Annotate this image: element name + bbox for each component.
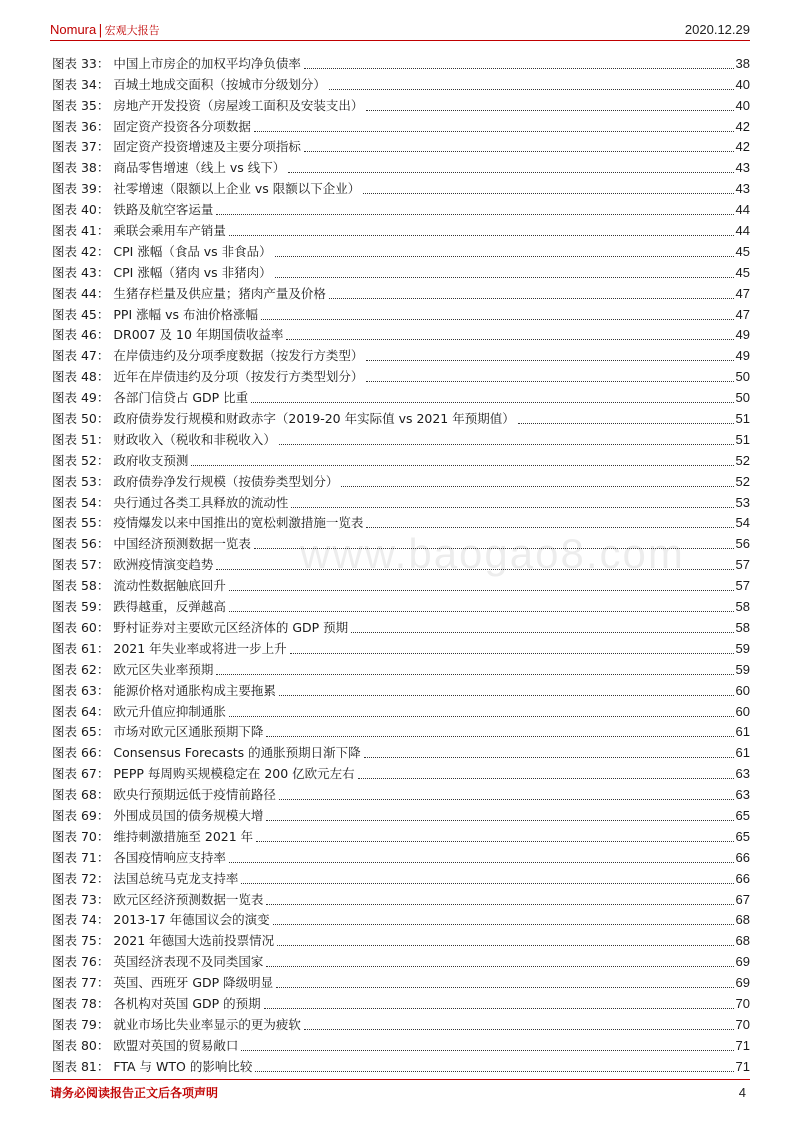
dot-leader: [241, 883, 733, 884]
figure-title: CPI 涨幅（食品 vs 非食品）: [113, 243, 272, 259]
figure-title: 欧盟对英国的贸易敞口: [113, 1037, 239, 1053]
page-ref: 70: [735, 1016, 750, 1032]
page-ref: 57: [735, 557, 750, 573]
dot-leader: [256, 841, 733, 842]
page-ref: 71: [735, 1037, 750, 1053]
figure-title: 2021 年德国大选前投票情况: [113, 933, 275, 949]
figure-label: 图表 66：: [52, 745, 110, 761]
figure-title: 政府债券发行规模和财政赤字（2019-20 年实际值 vs 2021 年预期值）: [113, 411, 515, 427]
toc-entry[interactable]: [52, 260, 750, 281]
figure-title: 百城土地成交面积（按城市分级划分）: [113, 76, 326, 92]
page-ref: 47: [735, 306, 750, 322]
page-header: [50, 20, 750, 41]
dot-leader: [229, 235, 734, 236]
figure-label: 图表 65：: [52, 724, 110, 740]
dot-leader: [216, 214, 733, 215]
figure-label: 图表 67：: [52, 766, 110, 782]
figure-label: 图表 36：: [52, 118, 110, 134]
figure-title: 2021 年失业率或将进一步上升: [113, 640, 287, 656]
toc-entry[interactable]: [52, 448, 750, 469]
watermark: www.baogao8.com: [300, 530, 685, 577]
figure-label: 图表 58：: [52, 578, 110, 594]
toc-entry[interactable]: [52, 887, 750, 908]
figure-label: 图表 80：: [52, 1037, 110, 1053]
figure-label: 图表 38：: [52, 160, 110, 176]
figure-title: 政府收支预测: [113, 452, 189, 468]
figure-label: 图表 41：: [52, 223, 110, 239]
toc-entry[interactable]: [52, 406, 750, 427]
page-ref: 54: [735, 515, 750, 531]
figure-label: 图表 45：: [52, 306, 110, 322]
toc-entry[interactable]: [52, 845, 750, 866]
figure-label: 图表 33：: [52, 55, 110, 71]
page-ref: 42: [735, 118, 750, 134]
dot-leader: [266, 966, 733, 967]
figure-label: 图表 60：: [52, 619, 110, 635]
dot-leader: [290, 653, 734, 654]
toc-entry[interactable]: [52, 699, 750, 720]
page-ref: 58: [735, 599, 750, 615]
figure-title: 央行通过各类工具释放的流动性: [113, 494, 289, 510]
page-ref: 45: [735, 264, 750, 280]
dot-leader: [351, 632, 733, 633]
page-ref: 52: [735, 452, 750, 468]
page-ref: 68: [735, 933, 750, 949]
figure-label: 图表 81：: [52, 1058, 110, 1074]
figure-label: 图表 50：: [52, 411, 110, 427]
toc-entry[interactable]: [52, 636, 750, 657]
figure-title: CPI 涨幅（猪肉 vs 非猪肉）: [113, 264, 272, 280]
figure-title: 固定资产投资各分项数据: [113, 118, 251, 134]
dot-leader: [279, 799, 734, 800]
figure-label: 图表 42：: [52, 243, 110, 259]
page-ref: 43: [735, 160, 750, 176]
toc-entry[interactable]: [52, 782, 750, 803]
figure-title: 各部门信贷占 GDP 比重: [113, 390, 249, 406]
page-ref: 70: [735, 995, 750, 1011]
dot-leader: [279, 695, 734, 696]
dot-leader: [329, 89, 734, 90]
figure-title: 法国总统马克龙支持率: [113, 870, 239, 886]
page-ref: 60: [735, 682, 750, 698]
toc-entry[interactable]: [52, 197, 750, 218]
figure-label: 图表 62：: [52, 661, 110, 677]
dot-leader: [229, 862, 734, 863]
page-ref: 43: [735, 181, 750, 197]
toc-entry[interactable]: [52, 364, 750, 385]
dot-leader: [251, 402, 733, 403]
dot-leader: [275, 256, 734, 257]
dot-leader: [229, 590, 734, 591]
toc-entry[interactable]: [52, 281, 750, 302]
page-ref: 68: [735, 912, 750, 928]
figure-label: 图表 74：: [52, 912, 110, 928]
toc-entry[interactable]: [52, 385, 750, 406]
toc-entry[interactable]: [52, 218, 750, 239]
page-footer: [50, 1079, 750, 1101]
dot-leader: [191, 465, 733, 466]
page-ref: 59: [735, 640, 750, 656]
report-type: 宏观大报告: [104, 24, 160, 37]
dot-leader: [291, 507, 733, 508]
figure-title: PEPP 每周购买规模稳定在 200 亿欧元左右: [113, 766, 355, 782]
page-ref: 44: [735, 223, 750, 239]
dot-leader: [264, 1008, 734, 1009]
page-ref: 50: [735, 390, 750, 406]
figure-label: 图表 71：: [52, 849, 110, 865]
page-number: 4: [738, 1085, 746, 1100]
figure-title: 欧元区经济预测数据一览表: [113, 891, 264, 907]
figure-title: FTA 与 WTO 的影响比较: [113, 1058, 253, 1074]
figure-label: 图表 35：: [52, 97, 110, 113]
figure-title: Consensus Forecasts 的通胀预期日渐下降: [113, 745, 361, 761]
toc-entry[interactable]: [52, 824, 750, 845]
dot-leader: [229, 611, 734, 612]
toc-entry[interactable]: [52, 803, 750, 824]
figure-label: 图表 76：: [52, 954, 110, 970]
figure-label: 图表 57：: [52, 557, 110, 573]
figure-label: 图表 37：: [52, 139, 110, 155]
dot-leader: [304, 1029, 734, 1030]
figure-label: 图表 53：: [52, 473, 110, 489]
figure-title: 欧洲疫情演变趋势: [113, 557, 214, 573]
toc-entry[interactable]: [52, 1033, 750, 1054]
figure-label: 图表 69：: [52, 807, 110, 823]
figure-label: 图表 55：: [52, 515, 110, 531]
toc-entry[interactable]: [52, 51, 750, 72]
dot-leader: [366, 360, 733, 361]
figure-label: 图表 77：: [52, 975, 110, 991]
figure-label: 图表 40：: [52, 202, 110, 218]
dot-leader: [266, 736, 733, 737]
toc-entry[interactable]: [52, 908, 750, 929]
figure-label: 图表 75：: [52, 933, 110, 949]
dot-leader: [518, 423, 734, 424]
toc-entry[interactable]: [52, 949, 750, 970]
figure-label: 图表 43：: [52, 264, 110, 280]
figure-title: 房地产开发投资（房屋竣工面积及安装支出）: [113, 97, 364, 113]
toc-entry[interactable]: [52, 302, 750, 323]
dot-leader: [366, 381, 733, 382]
page-ref: 38: [735, 55, 750, 71]
figure-title: 跌得越重，反弹越高: [113, 599, 226, 615]
figure-title: 英国、西班牙 GDP 降级明显: [113, 975, 274, 991]
dot-leader: [329, 298, 734, 299]
figure-label: 图表 52：: [52, 452, 110, 468]
brand: [50, 21, 160, 40]
figure-label: 图表 78：: [52, 995, 110, 1011]
toc-entry[interactable]: [52, 615, 750, 636]
figure-label: 图表 48：: [52, 369, 110, 385]
page-ref: 47: [735, 285, 750, 301]
dot-leader: [216, 674, 733, 675]
figure-title: 维持刺激措施至 2021 年: [113, 828, 254, 844]
figure-title: 社零增速（限额以上企业 vs 限额以下企业）: [113, 181, 361, 197]
page-ref: 49: [735, 348, 750, 364]
figure-title: 英国经济表现不及同类国家: [113, 954, 264, 970]
toc-entry[interactable]: [52, 1012, 750, 1033]
dot-leader: [358, 778, 734, 779]
dot-leader: [276, 987, 733, 988]
toc-entry[interactable]: [52, 155, 750, 176]
figure-title: 商品零售增速（线上 vs 线下）: [113, 160, 286, 176]
dot-leader: [304, 68, 734, 69]
page-ref: 49: [735, 327, 750, 343]
figure-title: 欧元升值应抑制通胀: [113, 703, 226, 719]
figure-title: 野村证券对主要欧元区经济体的 GDP 预期: [113, 619, 349, 635]
dot-leader: [304, 151, 734, 152]
figure-title: 外围成员国的债务规模大增: [113, 807, 264, 823]
dot-leader: [277, 945, 733, 946]
toc-entry[interactable]: [52, 343, 750, 364]
figure-label: 图表 34：: [52, 76, 110, 92]
dot-leader: [255, 1071, 733, 1072]
figure-label: 图表 59：: [52, 599, 110, 615]
figure-title: 市场对欧元区通胀预期下降: [113, 724, 264, 740]
toc-entry[interactable]: [52, 469, 750, 490]
toc-entry[interactable]: [52, 490, 750, 511]
page-ref: 57: [735, 578, 750, 594]
figure-title: 生猪存栏量及供应量；猪肉产量及价格: [113, 285, 326, 301]
brand-separator: |: [98, 23, 103, 38]
page-ref: 59: [735, 661, 750, 677]
figure-title: 就业市场比失业率显示的更为疲软: [113, 1016, 301, 1032]
page-ref: 42: [735, 139, 750, 155]
figure-title: 中国经济预测数据一览表: [113, 536, 251, 552]
figure-title: 铁路及航空客运量: [113, 202, 214, 218]
page-ref: 40: [735, 97, 750, 113]
figure-label: 图表 64：: [52, 703, 110, 719]
figure-title: 乘联会乘用车产销量: [113, 223, 226, 239]
figure-label: 图表 51：: [52, 431, 110, 447]
dot-leader: [266, 904, 733, 905]
report-date: 2020.12.29: [684, 22, 750, 37]
toc-entry[interactable]: [52, 740, 750, 761]
figure-title: 在岸债违约及分项季度数据（按发行方类型）: [113, 348, 364, 364]
dot-leader: [241, 1050, 733, 1051]
toc-entry[interactable]: [52, 135, 750, 156]
toc-entry[interactable]: [52, 970, 750, 991]
dot-leader: [288, 172, 733, 173]
figure-title: 疫情爆发以来中国推出的宽松刺激措施一览表: [113, 515, 364, 531]
figure-label: 图表 63：: [52, 682, 110, 698]
figure-label: 图表 56：: [52, 536, 110, 552]
dot-leader: [341, 486, 733, 487]
dot-leader: [229, 716, 734, 717]
toc-entry[interactable]: [52, 511, 750, 532]
toc-entry[interactable]: [52, 594, 750, 615]
figure-title: 中国上市房企的加权平均净负债率: [113, 55, 301, 71]
figure-title: 财政收入（税收和非税收入）: [113, 431, 276, 447]
figure-title: 欧央行预期远低于疫情前路径: [113, 787, 276, 803]
page-ref: 50: [735, 369, 750, 385]
page-ref: 67: [735, 891, 750, 907]
page-ref: 45: [735, 243, 750, 259]
page-ref: 56: [735, 536, 750, 552]
page-ref: 60: [735, 703, 750, 719]
toc-entry[interactable]: [52, 427, 750, 448]
figure-label: 图表 79：: [52, 1016, 110, 1032]
figure-title: 能源价格对通胀构成主要拖累: [113, 682, 276, 698]
dot-leader: [261, 319, 734, 320]
figure-label: 图表 68：: [52, 787, 110, 803]
figure-label: 图表 73：: [52, 891, 110, 907]
page-ref: 44: [735, 202, 750, 218]
figure-title: 各机构对英国 GDP 的预期: [113, 995, 261, 1011]
page-ref: 53: [735, 494, 750, 510]
toc-entry[interactable]: [52, 678, 750, 699]
page-ref: 63: [735, 787, 750, 803]
page-ref: 58: [735, 619, 750, 635]
page-ref: 52: [735, 473, 750, 489]
dot-leader: [275, 277, 734, 278]
figure-title: 欧元区失业率预期: [113, 661, 214, 677]
figure-title: 流动性数据触底回升: [113, 578, 226, 594]
toc-entry[interactable]: [52, 928, 750, 949]
page-ref: 63: [735, 766, 750, 782]
figure-label: 图表 72：: [52, 870, 110, 886]
figure-label: 图表 46：: [52, 327, 110, 343]
figure-title: 2013-17 年德国议会的演变: [113, 912, 270, 928]
figure-title: 各国疫情响应支持率: [113, 849, 226, 865]
dot-leader: [279, 444, 734, 445]
dot-leader: [286, 339, 733, 340]
dot-leader: [364, 757, 734, 758]
figure-label: 图表 54：: [52, 494, 110, 510]
toc-entry[interactable]: [52, 93, 750, 114]
toc-entry[interactable]: [52, 114, 750, 135]
page-ref: 51: [735, 411, 750, 427]
page-ref: 71: [735, 1058, 750, 1074]
disclaimer: 请务必阅读报告正文后各项声明: [50, 1086, 219, 1100]
brand-name: Nomura: [50, 22, 97, 37]
dot-leader: [266, 820, 733, 821]
page-ref: 40: [735, 76, 750, 92]
figure-title: 近年在岸债违约及分项（按发行方类型划分）: [113, 369, 364, 385]
toc-entry[interactable]: [52, 323, 750, 344]
page-ref: 69: [735, 954, 750, 970]
toc-entry[interactable]: [52, 176, 750, 197]
page-ref: 51: [735, 431, 750, 447]
dot-leader: [363, 193, 733, 194]
toc-entry[interactable]: [52, 761, 750, 782]
dot-leader: [366, 110, 733, 111]
figure-title: 固定资产投资增速及主要分项指标: [113, 139, 301, 155]
dot-leader: [366, 527, 733, 528]
page-ref: 65: [735, 828, 750, 844]
figure-label: 图表 49：: [52, 390, 110, 406]
toc-entry[interactable]: [52, 239, 750, 260]
figure-label: 图表 44：: [52, 285, 110, 301]
toc-entry[interactable]: [52, 1054, 750, 1075]
figure-title: DR007 及 10 年期国债收益率: [113, 327, 284, 343]
figure-title: 政府债券净发行规模（按债券类型划分）: [113, 473, 339, 489]
page-ref: 65: [735, 807, 750, 823]
page-ref: 66: [735, 849, 750, 865]
toc-entry[interactable]: [52, 720, 750, 741]
page-ref: 69: [735, 975, 750, 991]
page-ref: 66: [735, 870, 750, 886]
figure-label: 图表 70：: [52, 828, 110, 844]
dot-leader: [273, 924, 734, 925]
toc-entry[interactable]: [52, 991, 750, 1012]
dot-leader: [254, 131, 734, 132]
figure-label: 图表 47：: [52, 348, 110, 364]
toc-entry[interactable]: [52, 72, 750, 93]
figure-label: 图表 61：: [52, 640, 110, 656]
toc-entry[interactable]: [52, 657, 750, 678]
figure-title: PPI 涨幅 vs 布油价格涨幅: [113, 306, 258, 322]
page-ref: 61: [735, 724, 750, 740]
toc-entry[interactable]: [52, 866, 750, 887]
page-ref: 61: [735, 745, 750, 761]
figure-label: 图表 39：: [52, 181, 110, 197]
